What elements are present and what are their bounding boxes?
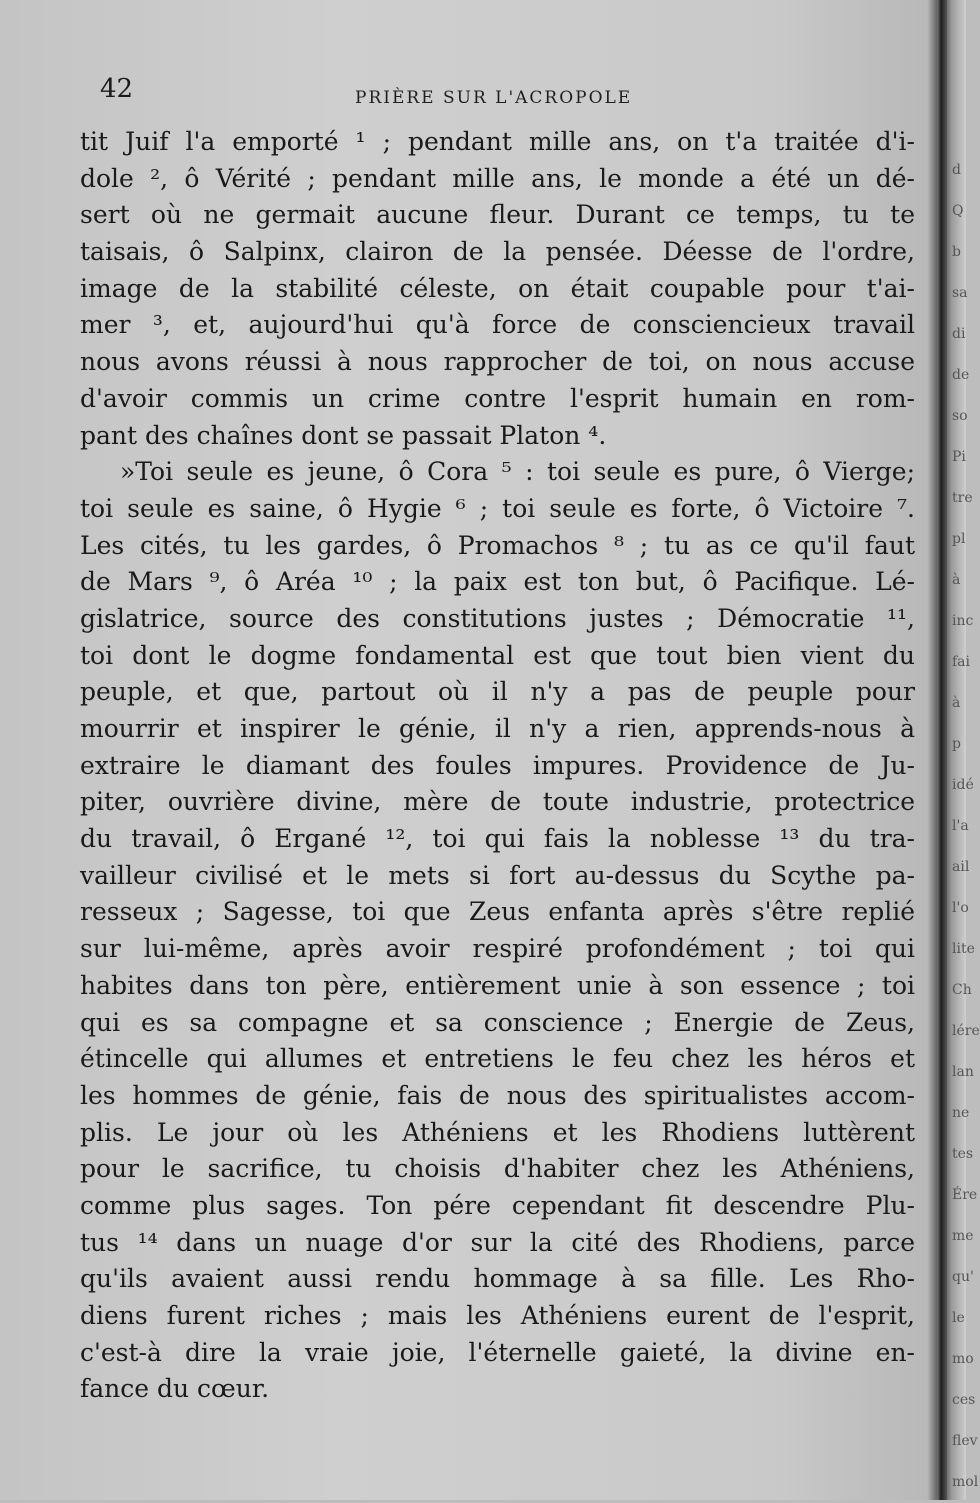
gutter-fragment: ail: [952, 859, 970, 875]
text-line: vailleur civilisé et le mets si fort au-dessus du Scythe pa-: [80, 860, 915, 890]
gutter-fragment: Ch: [952, 982, 972, 998]
text-line: peuple, et que, partout où il n'y a pas de peuple pour: [80, 677, 915, 707]
text-line: toi seule es saine, ô Hygie ⁶ ; toi seule es forte, ô Victoire ⁷.: [80, 493, 915, 523]
text-line: plis. Le jour où les Athéniens et les Rhodiens luttèrent: [80, 1117, 915, 1147]
gutter-fragment: sa: [952, 285, 968, 301]
gutter-fragment: d: [952, 162, 961, 178]
text-line: fance du cœur.: [80, 1374, 270, 1404]
gutter-fragment: ces: [952, 1392, 976, 1408]
gutter-fragment: di: [952, 326, 966, 342]
gutter-fragment: idé: [952, 777, 974, 793]
gutter-fragment: tes: [952, 1146, 974, 1162]
gutter-fragment: inc: [952, 613, 974, 629]
gutter-fragment: Ére: [952, 1187, 978, 1203]
gutter-fragment: mo: [952, 1351, 974, 1367]
text-line: qui es sa compagne et sa conscience ; Energie de Zeus,: [80, 1007, 915, 1037]
gutter-fragment: à: [952, 695, 961, 711]
gutter-fragment: so: [952, 408, 968, 424]
gutter-fragment: pl: [952, 531, 966, 547]
text-line: pour le sacrifice, tu choisis d'habiter chez les Athéniens,: [80, 1154, 915, 1184]
book-gutter-shadow: [937, 0, 947, 1500]
text-line: Les cités, tu les gardes, ô Promachos ⁸ ; tu as ce qu'il faut: [80, 530, 915, 560]
text-line: tit Juif l'a emporté ¹ ; pendant mille ans, on t'a traitée d'i-: [80, 127, 915, 156]
gutter-fragment: me: [952, 1228, 974, 1244]
gutter-fragment: l'a: [952, 818, 969, 834]
gutter-fragment: Pi: [952, 449, 966, 465]
text-line: qu'ils avaient aussi rendu hommage à sa fille. Les Rho-: [80, 1264, 915, 1294]
gutter-fragment: b: [952, 244, 961, 260]
page-header: [0, 74, 930, 114]
text-line: les hommes de génie, fais de nous des spiritualistes accom-: [80, 1080, 915, 1110]
text-line: mer ³, et, aujourd'hui qu'à force de consciencieux travail: [80, 310, 915, 340]
text-line: sert où ne germait aucune fleur. Durant ce temps, tu te: [80, 200, 915, 230]
gutter-fragment: Q: [952, 203, 964, 219]
gutter-fragment: qu': [952, 1269, 974, 1285]
text-line: du travail, ô Ergané ¹², toi qui fais la noblesse ¹³ du tra-: [80, 824, 915, 854]
gutter-fragment: lan: [952, 1064, 974, 1080]
gutter-fragment: l'o: [952, 900, 969, 916]
text-line: gislatrice, source des constitutions justes ; Démocratie ¹¹,: [80, 603, 915, 633]
text-line: tus ¹⁴ dans un nuage d'or sur la cité des Rhodiens, parce: [80, 1227, 915, 1257]
text-line: extraire le diamant des foules impures. Providence de Ju-: [80, 750, 915, 780]
gutter-fragment: le: [952, 1310, 965, 1326]
running-title: PRIÈRE SUR L'ACROPOLE: [355, 88, 633, 108]
text-line: toi dont le dogme fondamental est que tout bien vient du: [80, 640, 915, 670]
text-line: »Toi seule es jeune, ô Cora ⁵ : toi seule es pure, ô Vierge;: [120, 457, 915, 487]
text-line: comme plus sages. Ton pére cependant fit descendre Plu-: [80, 1190, 915, 1220]
text-line: nous avons réussi à nous rapprocher de toi, on nous accuse: [80, 347, 915, 377]
facing-page-fragments: [952, 150, 980, 1490]
gutter-fragment: fai: [952, 654, 971, 670]
text-line: piter, ouvrière divine, mère de toute industrie, protectrice: [80, 787, 915, 817]
text-line: image de la stabilité céleste, on était coupable pour t'ai-: [80, 273, 915, 303]
text-line: dole ², ô Vérité ; pendant mille ans, le monde a été un dé-: [80, 163, 915, 193]
text-line: resseux ; Sagesse, toi que Zeus enfanta après s'être replié: [80, 897, 915, 927]
gutter-fragment: à: [952, 572, 961, 588]
text-line: d'avoir commis un crime contre l'esprit humain en rom-: [80, 383, 915, 413]
body-text: [80, 124, 915, 1408]
gutter-fragment: tre: [952, 490, 973, 506]
text-line: pant des chaînes dont se passait Platon ⁴.: [80, 420, 607, 450]
text-line: étincelle qui allumes et entretiens le feu chez les héros et: [80, 1044, 915, 1074]
text-line: diens furent riches ; mais les Athéniens eurent de l'esprit,: [80, 1301, 915, 1330]
text-line: mourrir et inspirer le génie, il n'y a rien, apprends-nous à: [80, 714, 915, 743]
gutter-fragment: de: [952, 367, 970, 383]
gutter-fragment: mol: [952, 1474, 979, 1490]
text-line: de Mars ⁹, ô Aréa ¹⁰ ; la paix est ton but, ô Pacifique. Lé-: [80, 567, 915, 597]
gutter-fragment: p: [952, 736, 961, 752]
gutter-fragment: lére: [952, 1023, 980, 1039]
text-line: taisais, ô Salpinx, clairon de la pensée. Déesse de l'ordre,: [80, 237, 915, 267]
page-number: 42: [100, 74, 134, 104]
gutter-fragment: ne: [952, 1105, 970, 1121]
gutter-fragment: flev: [952, 1433, 978, 1449]
text-line: sur lui-même, après avoir respiré profondément ; toi qui: [80, 934, 915, 964]
gutter-fragment: lite: [952, 941, 975, 957]
text-line: habites dans ton père, entièrement unie à son essence ; toi: [80, 970, 915, 1000]
text-line: c'est-à dire la vraie joie, l'éternelle gaieté, la divine en-: [80, 1337, 915, 1367]
